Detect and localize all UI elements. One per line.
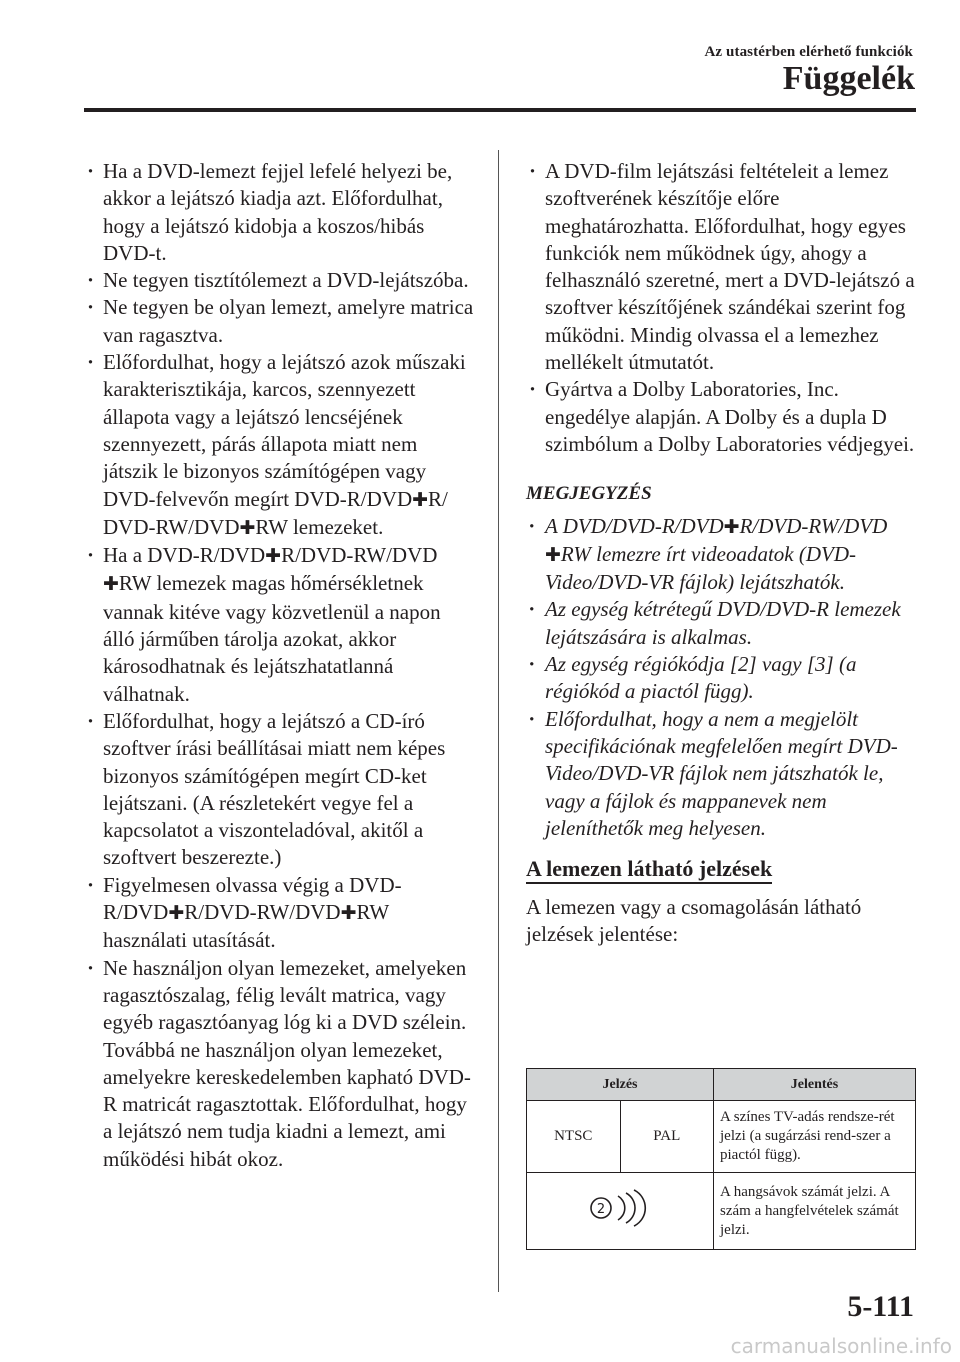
- plus-symbol: ✚: [265, 545, 282, 568]
- bullet-text: RW lemezek magas hőmérsékletnek vannak kitéve vagy közvetlenül a napon álló járműben tárolja azokat, akkor károsodhatnak és lejátszhatatlanná válhatnak.: [103, 571, 441, 706]
- bullet-text: Az egység régiókódja [2] vagy [3] (a régiókód a piactól függ).: [545, 652, 857, 704]
- list-item: [84, 294, 476, 349]
- list-item: [84, 708, 476, 872]
- meaning-audio-tracks: A hangsávok számát jelzi. A szám a hangfelvételek számát jelzi.: [714, 1173, 916, 1250]
- column-divider: [498, 150, 499, 1292]
- bullet-text: RW lemezeket.: [255, 514, 384, 539]
- table-header-meaning: Jelentés: [714, 1069, 916, 1101]
- bullet-text: A DVD/DVD-R/DVD: [545, 513, 724, 538]
- running-header-subtitle: Az utastérben elérhető funkciók: [704, 44, 913, 60]
- mark-ntsc: NTSC: [527, 1101, 621, 1173]
- bullet-text: Ha a DVD-lemezt fejjel lefelé helyezi be, akkor a lejátszó kiadja azt. Előfordulhat, hogy a lejátszó kidobja a koszos/hibás DVD-t.: [103, 159, 453, 265]
- bullet-text: Az egység kétrétegű DVD/DVD-R lemezek lejátszására is alkalmas.: [545, 597, 901, 649]
- plus-symbol: ✚: [412, 488, 429, 511]
- bullet-text: Ne tegyen tisztítólemezt a DVD-lejátszóba.: [103, 268, 469, 293]
- list-item: [84, 349, 476, 542]
- section-intro: A lemezen vagy a csomagolásán látható jelzések jelentése:: [526, 895, 862, 947]
- disc-marks-table: [526, 1068, 916, 1250]
- running-header-title: Függelék: [782, 60, 915, 97]
- note-item: [526, 596, 918, 651]
- left-bullet-list: [84, 158, 476, 1173]
- audio-tracks-icon: [587, 1188, 653, 1228]
- table-header-mark: Jelzés: [527, 1069, 714, 1101]
- bullet-text: R/DVD-RW/DVD: [281, 543, 438, 568]
- plus-symbol: ✚: [168, 902, 185, 925]
- table-row: [527, 1101, 916, 1173]
- bullet-text: Figyelmesen olvassa végig a DVD-R/DVD: [103, 872, 402, 925]
- plus-symbol: ✚: [239, 516, 256, 539]
- list-item: [526, 376, 918, 458]
- bullet-text: Előfordulhat, hogy a lejátszó a CD-író szoftver írási beállításai miatt nem képes bizonyos számítógépen megírt CD-ket lejátszani. (A részletekért vegye fel a kapcsolatot a viszonteladóval, akitől a szoftvert beszerezte.): [103, 708, 446, 870]
- bullet-text: R/DVD-RW/DVD: [184, 900, 341, 925]
- bullet-text: RW használati utasítását.: [103, 900, 389, 953]
- section-heading: A lemezen látható jelzések: [526, 856, 772, 884]
- plus-symbol: ✚: [340, 902, 357, 925]
- bullet-text: A DVD-film lejátszási feltételeit a lemez szoftverének készítője előre meghatározhatta. Előfordulhat, hogy egyes funkciók nem működnek úgy, ahogy a felhasználó szeretné, mert a DVD-lejátszó a szoftver készítőjének szándékai szerint fog működni. Mindig olvassa el a lemezhez mellékelt útmutatót.: [545, 159, 915, 375]
- note-heading: MEGJEGYZÉS: [526, 483, 652, 505]
- footer-watermark: carmanualsonline.info: [730, 1334, 952, 1358]
- mark-pal: PAL: [620, 1101, 714, 1173]
- bullet-text: R/DVD-RW/DVD: [739, 513, 888, 538]
- note-item: [526, 706, 918, 842]
- audio-tracks-number: 2: [596, 1202, 606, 1217]
- note-item: [526, 651, 918, 706]
- plus-symbol: ✚: [545, 543, 561, 566]
- table-row: [527, 1173, 916, 1250]
- right-column: [526, 158, 918, 949]
- page-number: 5-111: [847, 1290, 914, 1323]
- list-item: [84, 542, 476, 708]
- list-item: [84, 872, 476, 955]
- bullet-text: RW lemezre írt videoadatok (DVD-Video/DVD-VR fájlok) lejátszhatók.: [545, 541, 857, 595]
- list-item: [84, 158, 476, 267]
- plus-symbol: ✚: [103, 573, 119, 596]
- left-column: [84, 158, 476, 1173]
- list-item: [526, 158, 918, 376]
- note-list: [526, 513, 918, 843]
- mark-audio-tracks: [527, 1173, 714, 1250]
- right-bullet-list: [526, 158, 918, 458]
- bullet-text: Gyártva a Dolby Laboratories, Inc. engedélye alapján. A Dolby és a dupla D szimbólum a Dolby Laboratories védjegyei.: [545, 377, 915, 456]
- bullet-text: Ne tegyen be olyan lemezt, amelyre matrica van ragasztva.: [103, 295, 474, 347]
- bullet-text: Ha a DVD-R/DVD: [103, 543, 266, 568]
- bullet-text: Ne használjon olyan lemezeket, amelyeken ragasztószalag, félig levált matrica, vagy egyéb ragasztóanyag lóg ki a DVD szélein. Továbbá ne használjon olyan lemezeket, amelyekre kereskedelemben kapható DVD-R matricát ragasztottak. Előfordulhat, hogy a lejátszó nem tudja kiadni a lemezt, ami működési hibát okoz.: [103, 955, 471, 1171]
- header-rule: [84, 108, 916, 112]
- list-item: [84, 955, 476, 1173]
- bullet-text: Előfordulhat, hogy a nem a megjelölt specifikációnak megfelelően megírt DVD-Video/DVD-VR fájlok nem játszhatók le, vagy a fájlok és mappanevek nem jeleníthetők meg helyesen.: [545, 706, 898, 840]
- bullet-text: Előfordulhat, hogy a lejátszó azok műszaki karakterisztikája, karcos, szennyezett állapota vagy a lejátszó lencséjének szennyezett, párás állapota miatt nem játszik le bizonyos számítógépen vagy DVD-felvevőn megírt DVD-R/DVD: [103, 350, 466, 511]
- note-item: [526, 513, 918, 597]
- plus-symbol: ✚: [723, 515, 740, 538]
- bullet-text: R/ DVD-RW/DVD: [103, 486, 448, 539]
- list-item: [84, 267, 476, 294]
- table-header-row: [527, 1069, 916, 1101]
- meaning-color-system: A színes TV-adás rendsze-rét jelzi (a sugárzási rend-szer a piactól függ).: [714, 1101, 916, 1173]
